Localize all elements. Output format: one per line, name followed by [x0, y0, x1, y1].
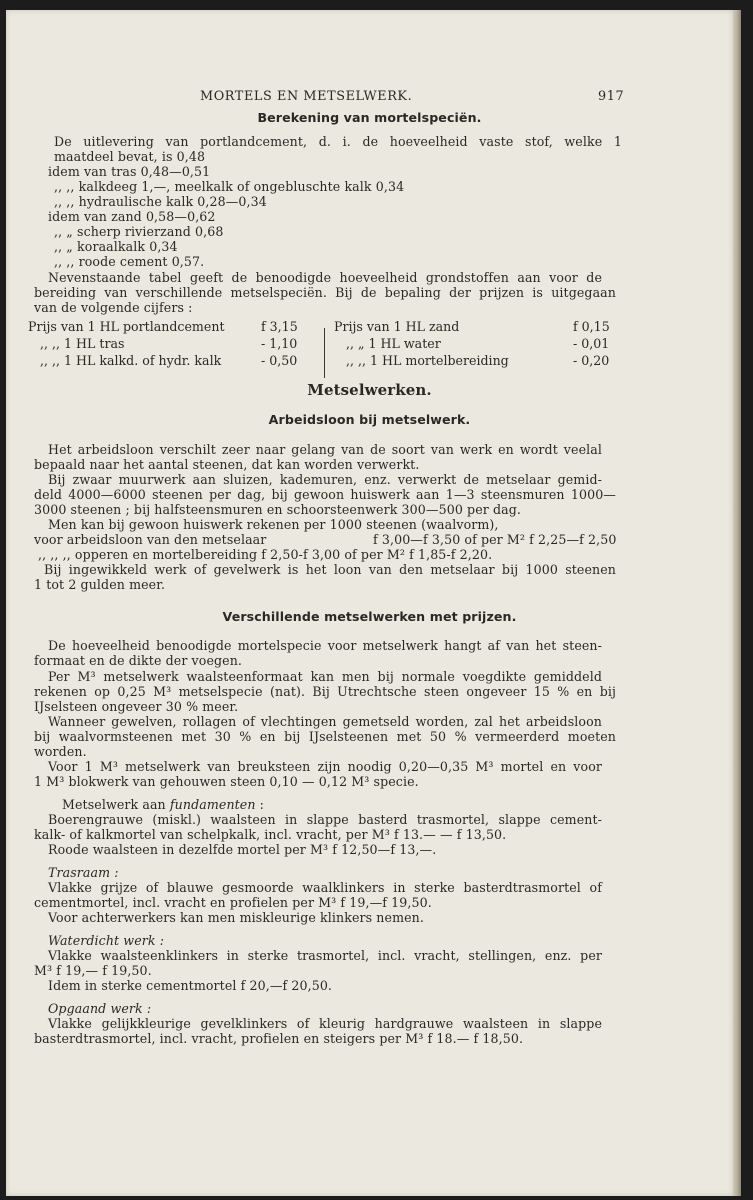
text-line: ,, „ koraalkalk 0,34 — [54, 239, 178, 254]
italic-term: fundamenten — [169, 797, 256, 812]
subsection-label: Trasraam : — [48, 865, 119, 880]
price-label: Prijs van 1 HL portlandcement — [28, 319, 225, 334]
text-line: Wanneer gewelven, rollagen of vlechtingen gemetseld worden, zal het arbeidsloon — [48, 714, 602, 729]
text-line: IJselsteen ongeveer 30 % meer. — [34, 699, 239, 714]
text-line: Vlakke grijze of blauwe gesmoorde waalklinkers in sterke basterdtrasmortel of — [48, 880, 602, 895]
section-heading-metselwerken: Metselwerken. — [307, 381, 432, 399]
price-value: - 0,50 — [261, 353, 298, 368]
text-line: cementmortel, incl. vracht en profielen per M³ f 19,—f 19,50. — [34, 895, 432, 910]
text-line: maatdeel bevat, is 0,48 — [54, 149, 206, 164]
text-line: Nevenstaande tabel geeft de benoodigde hoeveelheid grondstoffen aan voor de — [48, 270, 602, 285]
text-line: 3000 steenen ; bij halfsteensmuren en schoorsteenwerk 300—500 per dag. — [34, 502, 522, 517]
price-value: f 0,15 — [573, 319, 610, 334]
text-line: rekenen op 0,25 M³ metselspecie (nat). Bij Utrechtsche steen ongeveer 15 % en bij — [34, 684, 616, 699]
text-line: bereiding van verschillende metselspeciën. Bij de bepaling der prijzen is uitgegaan — [34, 285, 616, 300]
text-line: 1 tot 2 gulden meer. — [34, 577, 166, 592]
text-line: ,, ,, kalkdeeg 1,—, meelkalk of ongebluschte kalk 0,34 — [54, 179, 405, 194]
text-line: ,, ,, hydraulische kalk 0,28—0,34 — [54, 194, 267, 209]
text-line: idem van tras 0,48—0,51 — [48, 164, 211, 179]
text-line: De uitlevering van portlandcement, d. i. de hoeveelheid vaste stof, welke 1 — [54, 134, 622, 149]
text-line: ,, ,, roode cement 0,57. — [54, 254, 205, 269]
price-label: ,, ,, 1 HL mortelbereiding — [346, 353, 509, 368]
text-line: basterdtrasmortel, incl. vracht, profielen en steigers per M³ f 18.— f 18,50. — [34, 1031, 524, 1046]
price-label: ,, ,, 1 HL kalkd. of hydr. kalk — [40, 353, 222, 368]
text-line: deld 4000—6000 steenen per dag, bij gewoon huiswerk aan 1—3 steensmuren 1000— — [34, 487, 616, 502]
text-line: Men kan bij gewoon huiswerk rekenen per 1000 steenen (waalvorm), — [48, 517, 499, 532]
text-line — [62, 797, 264, 812]
subsection-label: Opgaand werk : — [48, 1001, 152, 1016]
price-value: - 0,01 — [573, 336, 610, 351]
table-divider — [324, 328, 325, 378]
text-line: M³ f 19,— f 19,50. — [34, 963, 152, 978]
text-line: Vlakke gelijkkleurige gevelklinkers of kleurig hardgrauwe waalsteen in slappe — [48, 1016, 602, 1031]
subheading-arbeidsloon: Arbeidsloon bij metselwerk. — [268, 412, 471, 427]
text-line: formaat en de dikte der voegen. — [34, 653, 243, 668]
text-line: voor arbeidsloon van den metselaar — [34, 532, 267, 547]
text-line: ,, ,, ,, opperen en mortelbereiding f 2,50-f 3,00 of per M² f 1,85-f 2,20. — [38, 547, 493, 562]
text-line: Per M³ metselwerk waalsteenformaat kan men bij normale voegdikte gemiddeld — [48, 669, 602, 684]
price-value: f 3,15 — [261, 319, 298, 334]
text-line: Boerengrauwe (miskl.) waalsteen in slappe basterd trasmortel, slappe cement- — [48, 812, 602, 827]
text-line: 1 M³ blokwerk van gehouwen steen 0,10 — 0,12 M³ specie. — [34, 774, 419, 789]
text-line: f 3,00—f 3,50 of per M² f 2,25—f 2,50 — [373, 532, 617, 547]
text-line: Bij ingewikkeld werk of gevelwerk is het loon van den metselaar bij 1000 steenen — [44, 562, 616, 577]
price-label: ,, „ 1 HL water — [346, 336, 441, 351]
text-line: De hoeveelheid benoodigde mortelspecie voor metselwerk hangt af van het steen- — [48, 638, 602, 653]
text-line: ,, „ scherp rivierzand 0,68 — [54, 224, 224, 239]
page-number: 917 — [598, 89, 625, 104]
price-label: ,, ,, 1 HL tras — [40, 336, 125, 351]
text-line: Idem in sterke cementmortel f 20,—f 20,50. — [48, 978, 333, 993]
text-line: idem van zand 0,58—0,62 — [48, 209, 216, 224]
text-line: bij waalvormsteenen met 30 % en bij IJselsteenen met 50 % vermeerderd moeten — [34, 729, 616, 744]
text-fragment: Metselwerk aan — [62, 797, 166, 812]
text-line: Roode waalsteen in dezelfde mortel per M³ f 12,50—f 13,—. — [48, 842, 437, 857]
text-line: bepaald naar het aantal steenen, dat kan worden verwerkt. — [34, 457, 420, 472]
section-heading-mortelspecien: Berekening van mortelspeciën. — [257, 110, 482, 125]
text-line: Bij zwaar muurwerk aan sluizen, kademuren, enz. verwerkt de metselaar gemid- — [48, 472, 602, 487]
text-line: Voor 1 M³ metselwerk van breuksteen zijn noodig 0,20—0,35 M³ mortel en voor — [48, 759, 602, 774]
subsection-label: Waterdicht werk : — [48, 933, 165, 948]
price-label: Prijs van 1 HL zand — [334, 319, 460, 334]
text-line: Het arbeidsloon verschilt zeer naar gelang van de soort van werk en wordt veelal — [48, 442, 602, 457]
text-line: worden. — [34, 744, 87, 759]
text-line: kalk- of kalkmortel van schelpkalk, incl. vracht, per M³ f 13.— — f 13,50. — [34, 827, 507, 842]
running-head-title: MORTELS EN METSELWERK. — [200, 89, 413, 104]
section-heading-verschillende: Verschillende metselwerken met prijzen. — [222, 609, 517, 624]
price-value: - 1,10 — [261, 336, 298, 351]
text-line: Voor achterwerkers kan men miskleurige klinkers nemen. — [48, 910, 424, 925]
price-value: - 0,20 — [573, 353, 610, 368]
text-fragment: : — [255, 797, 265, 812]
book-page — [6, 10, 733, 1196]
page-edge — [733, 10, 741, 1196]
text-line: van de volgende cijfers : — [34, 300, 193, 315]
text-line: Vlakke waalsteenklinkers in sterke trasmortel, incl. vracht, stellingen, enz. per — [48, 948, 602, 963]
